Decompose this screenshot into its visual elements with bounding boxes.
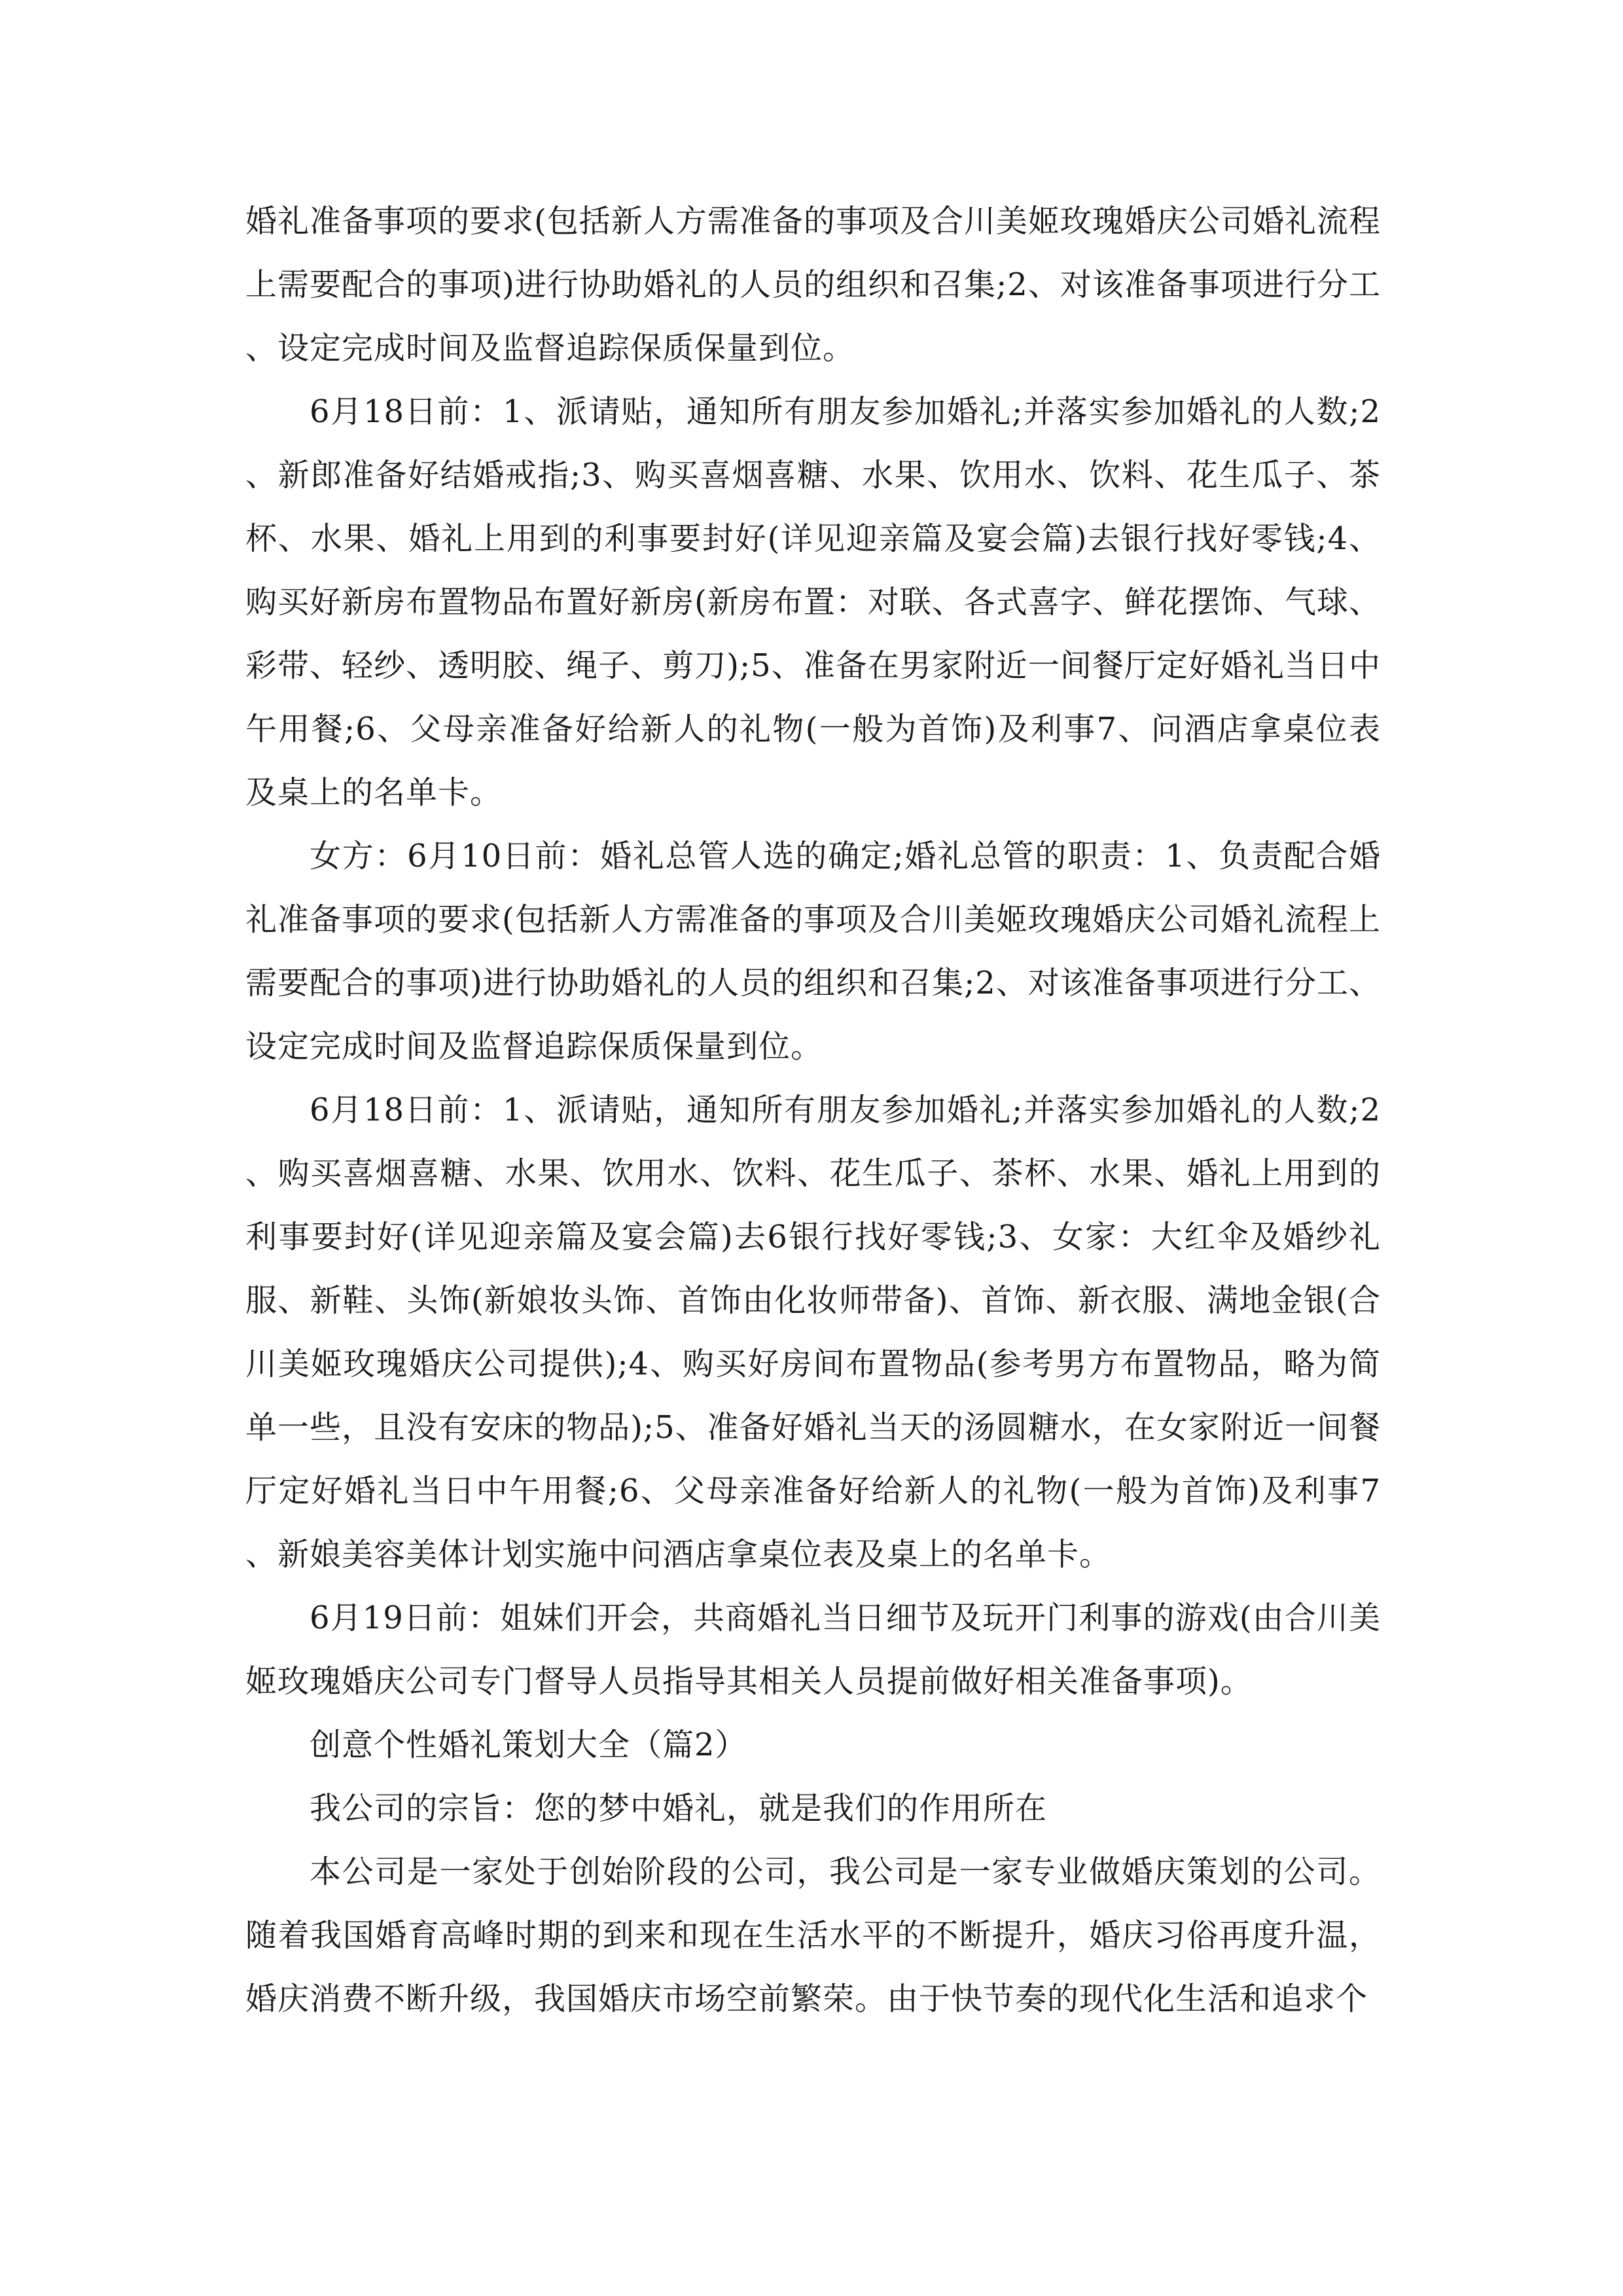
paragraph-7: 我公司的宗旨：您的梦中婚礼，就是我们的作用所在	[310, 1790, 1048, 1827]
document-body	[245, 190, 1381, 2031]
paragraph-5: 6月19日前：姐妹们开会，共商婚礼当日细节及玩开门利事的游戏(由合川美姬玫瑰婚庆公司专门督导人员指导其相关人员提前做好相关准备事项)。	[245, 1600, 1381, 1700]
paragraph-1: 婚礼准备事项的要求(包括新人方需准备的事项及合川美姬玫瑰婚庆公司婚礼流程上需要配合的事项)进行协助婚礼的人员的组织和召集;2、对该准备事项进行分工、设定完成时间及监督追踪保质保量到位。	[245, 203, 1381, 367]
paragraph-4: 6月18日前：1、派请贴，通知所有朋友参加婚礼;并落实参加婚礼的人数;2、购买喜烟喜糖、水果、饮用水、饮料、花生瓜子、茶杯、水果、婚礼上用到的利事要封好(详见迎亲篇及宴会篇)去6银行找好零钱;3、女家：大红伞及婚纱礼服、新鞋、头饰(新娘妆头饰、首饰由化妆师带备)、首饰、新衣服、满地金银(合川美姬玫瑰婚庆公司提供);4、购买好房间布置物品(参考男方布置物品，略为简单一些，且没有安床的物品);5、准备好婚礼当天的汤圆糖水，在女家附近一间餐厅定好婚礼当日中午用餐;6、父母亲准备好给新人的礼物(一般为首饰)及利事7、新娘美容美体计划实施中问酒店拿桌位表及桌上的名单卡。	[245, 1092, 1381, 1573]
paragraph-3: 女方：6月10日前：婚礼总管人选的确定;婚礼总管的职责：1、负责配合婚礼准备事项的要求(包括新人方需准备的事项及合川美姬玫瑰婚庆公司婚礼流程上需要配合的事项)进行协助婚礼的人员的组织和召集;2、对该准备事项进行分工、设定完成时间及监督追踪保质保量到位。	[245, 838, 1381, 1065]
paragraph-2: 6月18日前：1、派请贴，通知所有朋友参加婚礼;并落实参加婚礼的人数;2、新郎准备好结婚戒指;3、购买喜烟喜糖、水果、饮用水、饮料、花生瓜子、茶杯、水果、婚礼上用到的利事要封好(详见迎亲篇及宴会篇)去银行找好零钱;4、购买好新房布置物品布置好新房(新房布置：对联、各式喜字、鲜花摆饰、气球、彩带、轻纱、透明胶、绳子、剪刀);5、准备在男家附近一间餐厅定好婚礼当日中午用餐;6、父母亲准备好给新人的礼物(一般为首饰)及利事7、问酒店拿桌位表及桌上的名单卡。	[245, 393, 1381, 811]
paragraph-8: 本公司是一家处于创始阶段的公司，我公司是一家专业做婚庆策划的公司。随着我国婚育高峰时期的到来和现在生活水平的不断提升，婚庆习俗再度升温，婚庆消费不断升级，我国婚庆市场空前繁荣。由于快节奏的现代化生活和追求个	[245, 1854, 1381, 2017]
section-heading: 创意个性婚礼策划大全（篇2）	[310, 1727, 747, 1763]
